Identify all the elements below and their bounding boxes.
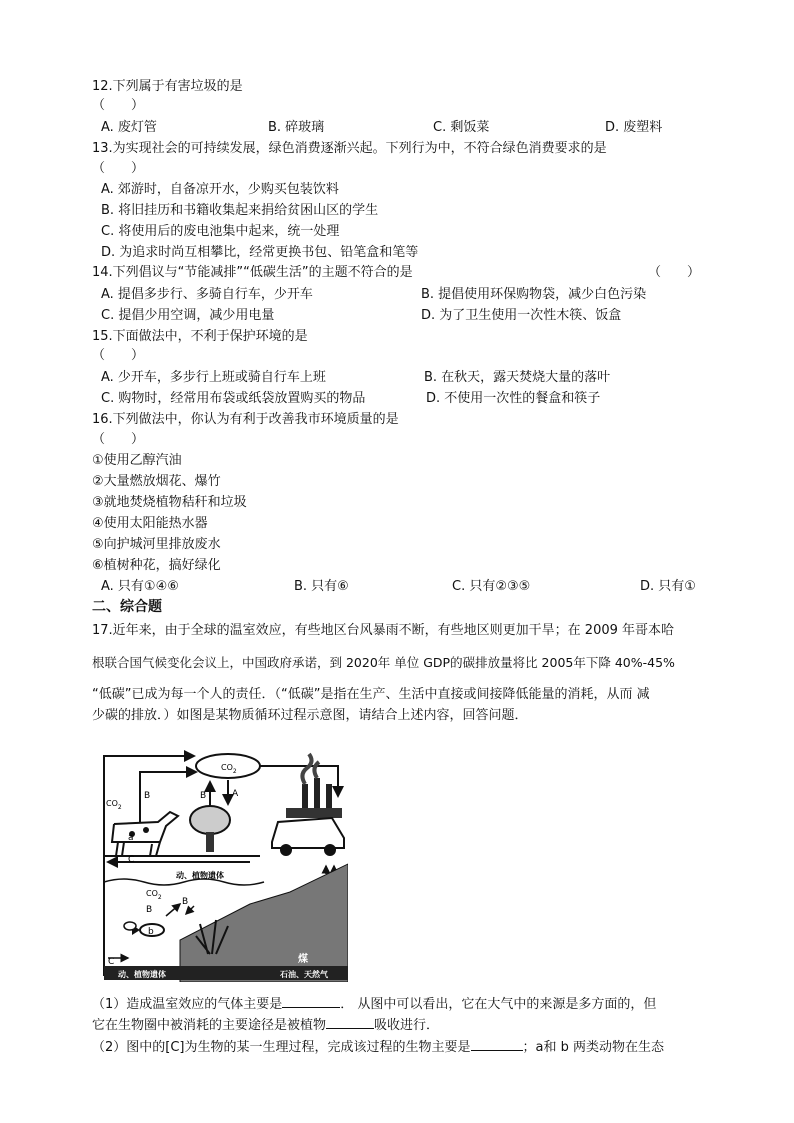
carbon-cycle-diagram — [100, 744, 348, 982]
q17-text-line4: 少碳的排放．）如图是某物质循环过程示意图，请结合上述内容，回答问题． — [92, 708, 528, 723]
q17-sub1-part-c: 它在生物圈中被消耗的主要途径是被植物 — [92, 1018, 327, 1033]
remains-top-label: 动、植物遗体 — [176, 871, 224, 880]
q16-item-5: ⑤向护城河里排放废水 — [92, 537, 221, 552]
q14-option-d: D. 为了卫生使用一次性木筷、饭盒 — [421, 308, 622, 323]
q17-text-line2: 根联合国气候变化会议上，中国政府承诺，到 2020年 单位 GDP的碳排放量将比 2005年下降 40%-45% — [92, 655, 675, 670]
q13-option-b: B. 将旧挂历和书籍收集起来捐给贫困山区的学生 — [101, 203, 379, 218]
label-c-bottom: C — [108, 957, 115, 967]
q16-item-6: ⑥植树种花，搞好绿化 — [92, 558, 221, 573]
q17-sub2-part-b: ；a和 b 两类动物在生态 — [522, 1040, 664, 1055]
q16-item-1: ①使用乙醇汽油 — [92, 453, 182, 468]
label-a-top: A — [232, 789, 239, 799]
q14-option-b: B. 提倡使用环保购物袋，减少白色污染 — [421, 287, 647, 302]
q13-option-d: D. 为追求时尚互相攀比，经常更换书包、铅笔盒和笔等 — [101, 245, 419, 260]
q14-option-a: A. 提倡多步行、多骑自行车，少开车 — [101, 287, 313, 302]
oil-gas-label: 石油、天然气 — [280, 970, 328, 979]
q15-option-a: A. 少开车，多步行上班或骑自行车上班 — [101, 370, 326, 385]
q17-sub2-part-a: （2）图中的[C]为生物的某一生理过程，完成该过程的生物主要是 — [92, 1040, 471, 1055]
co2-water-sub: 2 — [157, 894, 162, 901]
q17-sub1-part-b: ． 从图中可以看出，它在大气中的来源是多方面的，但 — [340, 997, 657, 1012]
animal-a-label: a — [128, 833, 134, 843]
q16-paren: （ ） — [92, 432, 145, 447]
q17-text-line3: “低碳”已成为每一个人的责任．（“低碳”是指在生产、生活中直接或间接降低能量的消耗，从而 减 — [92, 687, 650, 702]
q14-option-c: C. 提倡少用空调，减少用电量 — [101, 308, 275, 323]
q15-option-c: C. 购物时，经常用布袋或纸袋放置购买的物品 — [101, 391, 366, 406]
q16-option-d: D. 只有① — [640, 579, 696, 594]
q12-stem: 12.下列属于有害垃圾的是 — [92, 79, 243, 94]
q17-sub1-line1 — [92, 994, 704, 1014]
q12-option-b: B. 碎玻璃 — [268, 120, 325, 135]
q12-option-a: A. 废灯管 — [101, 120, 157, 135]
q12-paren: （ ） — [92, 98, 145, 113]
q13-option-c: C. 将使用后的废电池集中起来，统一处理 — [101, 224, 340, 239]
q17-sub1-line2 — [92, 1015, 704, 1035]
co2-top-sub: 2 — [232, 768, 237, 775]
q17-sub1-blank1[interactable] — [282, 994, 340, 1008]
q13-stem: 13.为实现社会的可持续发展，绿色消费逐渐兴起。下列行为中，不符合绿色消费要求的是 — [92, 141, 607, 156]
co2-water-label: CO — [146, 889, 158, 898]
q17-sub2-blank1[interactable] — [471, 1037, 523, 1051]
q16-option-a: A. 只有①④⑥ — [101, 579, 179, 594]
q13-option-a: A. 郊游时，自备凉开水，少购买包装饮料 — [101, 182, 339, 197]
co2-left-label: CO — [106, 799, 118, 808]
q16-item-3: ③就地焚烧植物秸秆和垃圾 — [92, 495, 247, 510]
q12-option-c: C. 剩饭菜 — [433, 120, 490, 135]
q17-sub1-part-a: （1）造成温室效应的气体主要是 — [92, 997, 283, 1012]
label-b-top1: B — [144, 791, 151, 801]
label-b-water1: B — [146, 905, 153, 915]
q12-option-d: D. 废塑料 — [605, 120, 663, 135]
q17-sub2-line1 — [92, 1037, 704, 1057]
q16-option-b: B. 只有⑥ — [294, 579, 349, 594]
q15-option-d: D. 不使用一次性的餐盒和筷子 — [426, 391, 601, 406]
label-b-water2: B — [182, 897, 189, 907]
label-b-top2: B — [200, 791, 207, 801]
co2-top-label: CO — [221, 763, 233, 772]
label-c-mid: C — [128, 855, 135, 865]
animal-b-label: b — [148, 927, 154, 937]
co2-left-sub: 2 — [117, 804, 122, 811]
coal-label: 煤 — [298, 954, 308, 965]
q14-stem: 14.下列倡议与“节能减排”“低碳生活”的主题不符合的是 — [92, 265, 413, 280]
section-title: 二、综合题 — [92, 599, 162, 615]
remains-bottom-label: 动、植物遗体 — [118, 970, 166, 979]
q17-sub1-blank2[interactable] — [326, 1015, 374, 1029]
q15-option-b: B. 在秋天，露天焚烧大量的落叶 — [424, 370, 611, 385]
q16-item-4: ④使用太阳能热水器 — [92, 516, 208, 531]
q17-sub1-part-d: 吸收进行． — [374, 1018, 440, 1033]
q16-stem: 16.下列做法中，你认为有利于改善我市环境质量的是 — [92, 412, 399, 427]
q16-option-c: C. 只有②③⑤ — [452, 579, 531, 594]
q15-stem: 15.下面做法中，不利于保护环境的是 — [92, 329, 308, 344]
q14-paren: （ ） — [648, 265, 701, 280]
q15-paren: （ ） — [92, 348, 145, 363]
q17-text-line1: 17.近年来，由于全球的温室效应，有些地区台风暴雨不断，有些地区则更加干旱；在 2009 年哥本哈 — [92, 623, 675, 638]
q13-paren: （ ） — [92, 161, 145, 176]
q16-item-2: ②大量燃放烟花、爆竹 — [92, 474, 221, 489]
